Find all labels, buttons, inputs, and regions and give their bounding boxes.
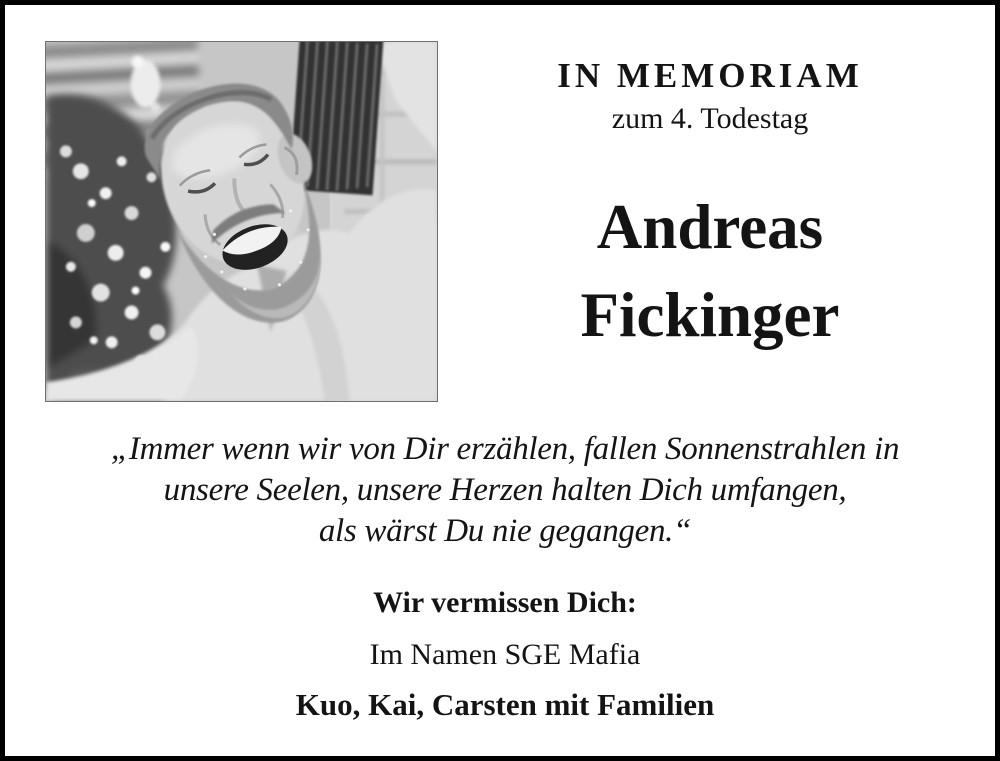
closing-mourners-names: Kuo, Kai, Carsten mit Familien xyxy=(295,687,715,722)
deceased-last-name: Fickinger xyxy=(580,280,840,350)
quote-line-3: als wärst Du nie gegangen.“ xyxy=(318,513,692,549)
memorial-quote xyxy=(15,429,995,552)
closing-we-miss-you: Wir vermissen Dich: xyxy=(373,586,637,619)
deceased-name xyxy=(450,183,970,359)
quote-line-2: unsere Seelen, unsere Herzen halten Dich umfangen, xyxy=(163,472,847,508)
deceased-first-name: Andreas xyxy=(596,192,824,262)
in-memoriam-title: IN MEMORIAM xyxy=(557,56,863,95)
closing-in-name-of: Im Namen SGE Mafia xyxy=(369,638,641,671)
header xyxy=(450,57,970,137)
portrait-photo xyxy=(45,41,438,402)
anniversary-subtitle: zum 4. Todestag xyxy=(611,102,809,135)
quote-line-1: „Immer wenn wir von Dir erzählen, fallen Sonnenstrahlen in xyxy=(110,431,900,467)
portrait-photo-illustration xyxy=(46,42,437,401)
